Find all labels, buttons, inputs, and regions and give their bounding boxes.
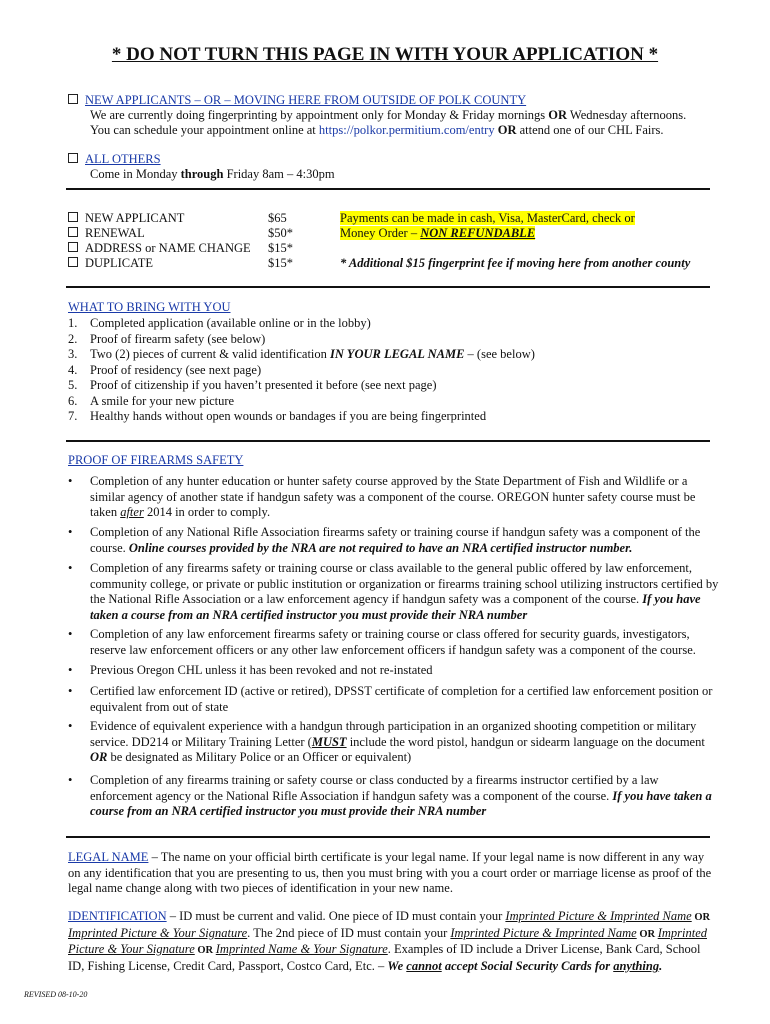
payment-line2: Money Order – NON REFUNDABLE [340, 226, 536, 240]
divider [66, 440, 710, 442]
list-item: 4. Proof of residency (see next page) [68, 362, 262, 377]
what-to-bring-heading: WHAT TO BRING WITH YOU [68, 300, 231, 314]
list-item: 3. Two (2) pieces of current & valid identification IN YOUR LEGAL NAME – (see below) [68, 347, 535, 361]
payment-line1: Payments can be made in cash, Visa, MasterCard, check or [340, 211, 635, 225]
divider [66, 286, 710, 288]
list-item: • Previous Oregon CHL unless it has been revoked and not re-instated [68, 663, 433, 677]
all-others-heading: ALL OTHERS [85, 152, 161, 166]
list-item: 7. Healthy hands without open wounds or bandages if you are being fingerprinted [68, 409, 487, 423]
divider [66, 188, 710, 190]
checkbox-fee[interactable] [68, 227, 78, 237]
list-item: • Completion of any law enforcement firearms safety or training course or class offered for security guards, investigators, reserve law enforcement officers or any other law enforcement officers if handgun safety was a component of the course. [68, 627, 696, 657]
list-item: • Completion of any firearms safety or training course or class available to the general public offered by law enforcement, community college, or private or public institution or organization or firearms training school utilizing instructors certified by the National Rifle Association or a law enforcement agency if handgun safety was a component of the course. If you have taken a course from an NRA certified instructor you must provide their NRA number [68, 561, 719, 622]
fee-price: $50* [268, 226, 293, 240]
page-title: * DO NOT TURN THIS PAGE IN WITH YOUR APPLICATION * [111, 44, 659, 65]
new-applicants-line2: You can schedule your appointment online at https://polkor.permitium.com/entry OR attend one of our CHL Fairs. [90, 123, 664, 137]
fee-price: $15* [268, 241, 293, 255]
fee-row: RENEWAL [68, 226, 145, 242]
fingerprint-fee-note: * Additional $15 fingerprint fee if moving here from another county [340, 256, 691, 270]
revision-footer: REVISED 08-10-20 [24, 990, 88, 999]
list-item: 6. A smile for your new picture [68, 393, 235, 408]
list-item: 1. Completed application (available online or in the lobby) [68, 316, 371, 330]
checkbox-fee[interactable] [68, 242, 78, 252]
list-item: • Completion of any hunter education or hunter safety course approved by the State Department of Fish and Wildlife or a similar agency of another state if handgun safety was a component of the course. OREGON hunter safety course must be taken after 2014 in order to comply. [68, 474, 696, 519]
new-applicants-line1: We are currently doing fingerprinting by appointment only for Monday & Friday mornings OR Wednesday afternoons. [90, 108, 687, 122]
checkbox-new-applicants[interactable] [68, 94, 78, 104]
fee-row: DUPLICATE [68, 256, 153, 272]
firearms-safety-heading: PROOF OF FIREARMS SAFETY [68, 453, 244, 467]
checkbox-all-others[interactable] [68, 153, 78, 163]
all-others-section [68, 152, 161, 168]
fee-row: ADDRESS or NAME CHANGE [68, 241, 251, 257]
legal-name-heading: LEGAL NAME [68, 850, 149, 864]
identification-paragraph: IDENTIFICATION – ID must be current and valid. One piece of ID must contain your Imprinted Picture & Imprinted Name OR Imprinted Picture & Your Signature. The 2nd piece of ID must contain your Imprinted Picture & Imprinted Name OR Imprinted Picture & Your Signature OR Imprinted Name & Your Signature. Examples of ID include a Driver License, Bank Card, School ID, Fishing License, Credit Card, Passport, Costco Card, Etc. – We cannot accept Social Security Cards for anything. [68, 909, 711, 973]
list-item: 2. Proof of firearm safety (see below) [68, 331, 266, 346]
legal-name-paragraph: LEGAL NAME – The name on your official birth certificate is your legal name. If your legal name is now different in any way on any identification that you are presenting to us, then you must bring with you a court order or marriage license as proof of the legal name change along with two pieces of identification in your new name. [68, 850, 712, 895]
fee-price: $15* [268, 256, 293, 270]
identification-heading: IDENTIFICATION [68, 909, 167, 923]
list-item: 5. Proof of citizenship if you haven’t presented it before (see next page) [68, 378, 437, 392]
permitium-link[interactable]: https://polkor.permitium.com/entry [318, 123, 495, 137]
fee-row: NEW APPLICANT [68, 211, 184, 227]
list-item: • Completion of any firearms training or safety course or class conducted by a firearms instructor certified by a law enforcement agency or the National Rifle Association if handgun safety was a component of the course. If you have taken a course from an NRA certified instructor you must provide their NRA number [68, 773, 712, 818]
fee-price: $65 [268, 211, 287, 225]
new-applicants-heading: NEW APPLICANTS – OR – MOVING HERE FROM OUTSIDE OF POLK COUNTY [85, 93, 527, 107]
checkbox-fee[interactable] [68, 257, 78, 267]
all-others-line: Come in Monday through Friday 8am – 4:30pm [90, 167, 335, 181]
list-item: • Certified law enforcement ID (active or retired), DPSST certificate of completion for a certified law enforcement position or equivalent from out of state [68, 684, 713, 714]
new-applicants-section [68, 93, 526, 109]
checkbox-fee[interactable] [68, 212, 78, 222]
what-to-bring-list [68, 316, 718, 425]
list-item: • Completion of any National Rifle Association firearms safety or training course if handgun safety was a component of the course. Online courses provided by the NRA are not required to have an NRA certified instructor number. [68, 525, 701, 555]
list-item: • Evidence of equivalent experience with a handgun through participation in an organized shooting competition or military service. DD214 or Military Training Letter (MUST include the word pistol, handgun or sidearm language on the document OR be designated as Military Police or an Officer or equivalent) [68, 719, 705, 764]
divider [66, 836, 710, 838]
